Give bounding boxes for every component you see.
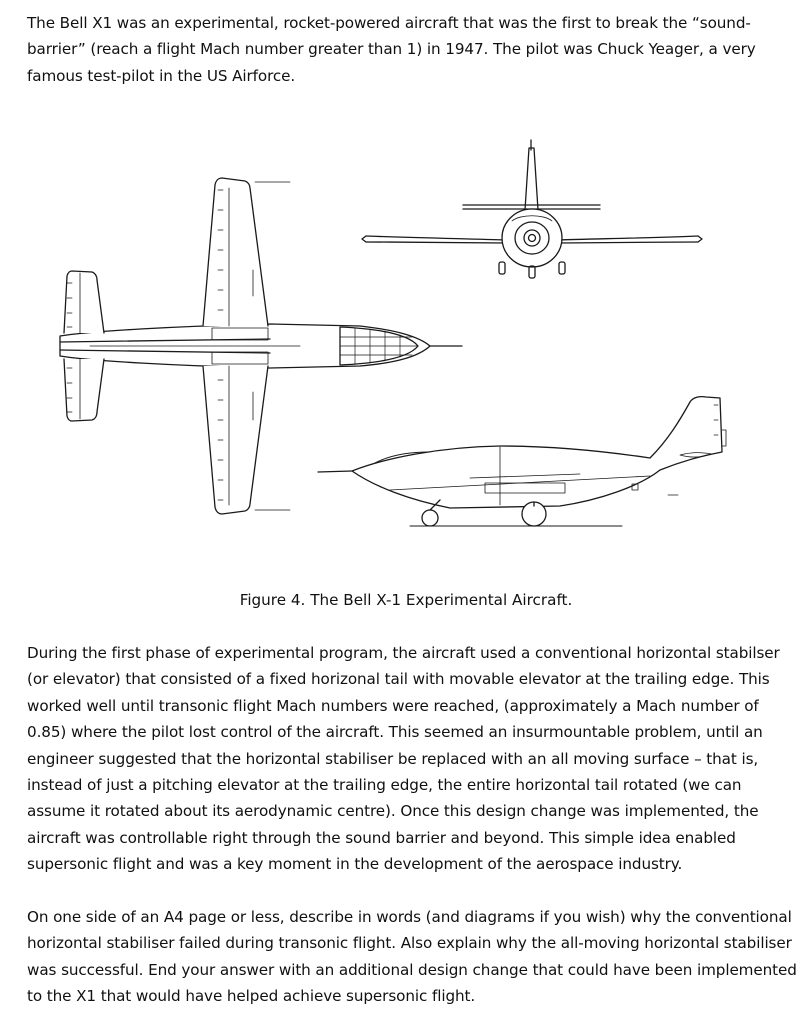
intro-paragraph: The Bell X1 was an experimental, rocket-powered aircraft that was the first to break the “sound-barrier” (reach a flight Mach number greater than 1) in 1947. The pilot was Chuck Yeager, a very famous test-pilot in the US Airforce. [27,14,756,85]
body-paragraph-1: During the first phase of experimental program, the aircraft used a conventional horizontal stabilser (or elevator) that consisted of a fixed horizonal tail with movable elevator at the trailing edge. This worked well until transonic flight Mach numbers were reached, (approximately a Mach number of 0.85) where the pilot lost control of the aircraft. This seemed an insurmountable problem, until an engineer suggested that the horizontal stabiliser be replaced with an all moving surface – that is, instead of just a pitching elevator at the trailing edge, the entire horizontal tail rotated (we can assume it rotated about its aerodynamic centre). Once this design change was implemented, the aircraft was controllable right through the sound barrier and beyond. This simple idea enabled supersonic flight and was a key moment in the development of the aerospace industry. [27,644,780,874]
body-paragraph-2: On one side of an A4 page or less, describe in words (and diagrams if you wish) why the conventional horizontal stabiliser failed during transonic flight. Also explain why the all-moving horizontal stabiliser was successful. End your answer with an additional design change that could have been implemented to the X1 that would have helped achieve supersonic flight. [27,908,797,1006]
aircraft-side-view [318,397,726,526]
aircraft-front-view [362,140,702,278]
figure-caption: Figure 4. The Bell X-1 Experimental Aircraft. [239,591,573,609]
